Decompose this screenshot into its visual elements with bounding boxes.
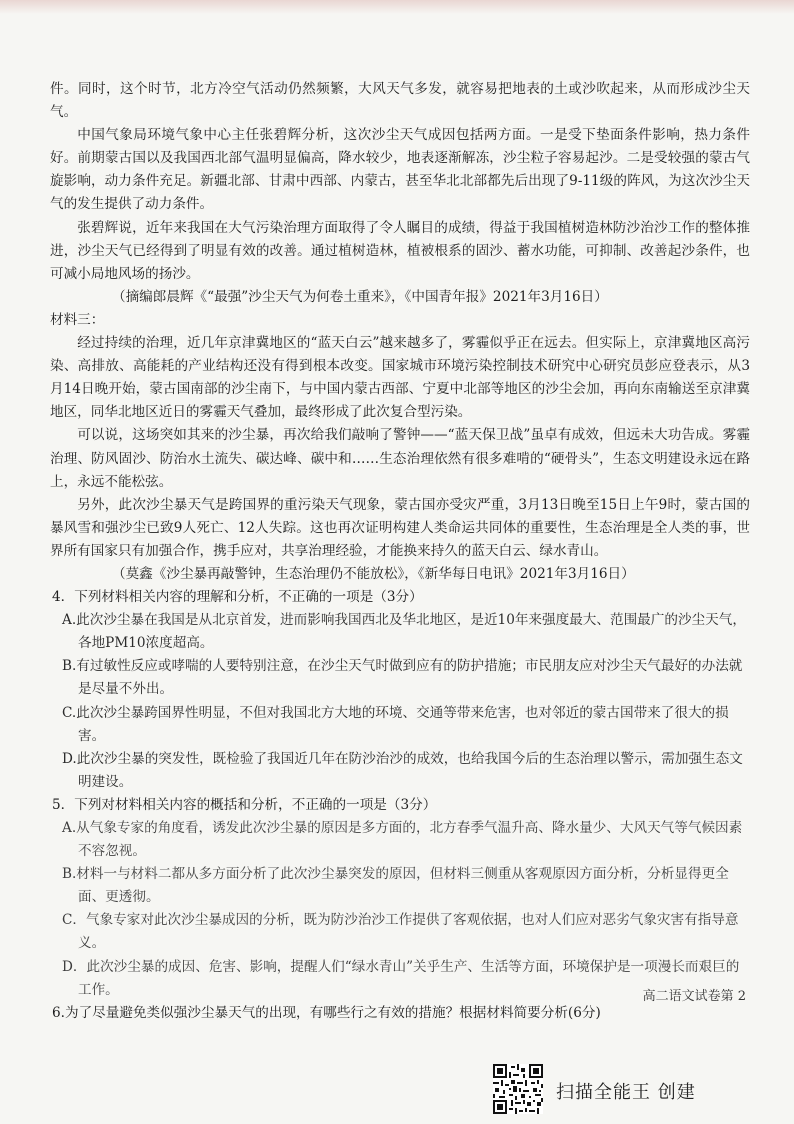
question-5-option-d: D．此次沙尘暴的成因、危害、影响，提醒人们“绿水青山”关乎生产、生活等方面，环境保护是一项漫长而艰巨的工作。 [62, 958, 740, 998]
question-4-option-b: B.有过敏性反应或哮喘的人要特别注意，在沙尘天气时做到应有的防护措施；市民朋友应对沙尘天气最好的办法就是尽量不外出。 [62, 658, 743, 698]
qr-code-icon [493, 1064, 543, 1114]
material-two-para-2: 中国气象局环境气象中心主任张碧辉分析，这次沙尘天气成因包括两方面。一是受下垫面条件影响，热力条件好。前期蒙古国以及我国西北部气温明显偏高，降水较少，地表逐渐解冻，沙尘粒子容易起沙。二是受较强的蒙古气旋影响，动力条件充足。新疆北部、甘肃中西部、内蒙古，甚至华北北部都先后出现了9-11级的阵风，为这次沙尘天气的发生提供了动力条件。 [50, 127, 750, 213]
question-5-stem: 5．下列对材料相关内容的概括和分析，不正确的一项是（3分） [52, 796, 437, 813]
scan-edge [0, 0, 794, 14]
question-6-stem: 6.为了尽量避免类似强沙尘暴天气的出现，有哪些行之有效的措施？根据材料简要分析(6分) [52, 1004, 601, 1021]
material-three-para-3: 另外，此次沙尘暴天气是跨国界的重污染天气现象，蒙古国亦受灾严重，3月13日晚至15日上午9时，蒙古国的暴风雪和强沙尘已致9人死亡、12人失踪。这也再次证明构建人类命运共同体的重要性，生态治理是全人类的事，世界所有国家只有加强合作，携手应对，共享治理经验，才能换来持久的蓝天白云、绿水青山。 [50, 496, 750, 559]
material-three-para-1: 经过持续的治理，近几年京津冀地区的“蓝天白云”越来越多了，雾霾似乎正在远去。但实际上，京津冀地区高污染、高排放、高能耗的产业结构还没有得到根本改变。国家城市环境污染控制技术研究中心研究员彭应登表示，从3月14日晚开始，蒙古国南部的沙尘南下，与中国内蒙古西部、宁夏中北部等地区的沙尘会加，再向东南输送至京津冀地区，同华北地区近日的雾霾天气叠加，最终形成了此次复合型污染。 [50, 335, 750, 421]
material-three-citation: （莫鑫《沙尘暴再敲警钟，生态治理仍不能放松》，《新华每日电讯》2021年3月16日） [112, 565, 635, 582]
material-three-para-2: 可以说，这场突如其来的沙尘暴，再次给我们敲响了警钟——“蓝天保卫战”虽卓有成效，但远未大功告成。雾霾治理、防风固沙、防治水土流失、碳达峰、碳中和……生态治理依然有很多难啃的“硬骨头”，生态文明建设永远在路上，永远不能松弦。 [50, 427, 750, 490]
question-4-option-c: C.此次沙尘暴跨国界性明显，不但对我国北方大地的环境、交通等带来危害，也对邻近的蒙古国带来了很大的损害。 [62, 704, 729, 744]
question-5-option-b: B.材料一与材料二都从多方面分析了此次沙尘暴突发的原因，但材料三侧重从客观原因方面分析，分析显得更全面、更透彻。 [62, 866, 729, 906]
material-two-citation: （摘编郎晨辉《“最强”沙尘天气为何卷土重来》，《中国青年报》2021年3月16日） [112, 288, 608, 305]
scanner-watermark-text: 扫描全能王 创建 [556, 1082, 696, 1103]
material-three-label: 材料三： [50, 311, 105, 328]
question-5-option-c: C．气象专家对此次沙尘暴成因的分析，既为防沙治沙工作提供了客观依据，也对人们应对恶劣气象灾害有指导意义。 [62, 912, 739, 952]
question-4-stem: 4．下列材料相关内容的理解和分析，不正确的一项是（3分） [52, 589, 423, 606]
page-number: 高二语文试卷第 2 [642, 989, 746, 1004]
page-content [50, 78, 750, 1025]
material-two-para-1: 件。同时，这个时节，北方冷空气活动仍然频繁，大风天气多发，就容易把地表的土或沙吹起来，从而形成沙尘天气。 [50, 81, 750, 121]
question-4-option-d: D.此次沙尘暴的突发性，既检验了我国近几年在防沙治沙的成效，也给我国今后的生态治理以警示，需加强生态文明建设。 [62, 750, 743, 790]
question-4-option-a: A.此次沙尘暴在我国是从北京首发，进而影响我国西北及华北地区，是近10年来强度最大、范围最广的沙尘天气，各地PM10浓度超高。 [62, 612, 746, 652]
question-5-option-a: A.从气象专家的角度看，诱发此次沙尘暴的原因是多方面的，北方春季气温升高、降水量少、大风天气等气候因素不容忽视。 [62, 820, 743, 860]
material-two-para-3: 张碧辉说，近年来我国在大气污染治理方面取得了令人瞩目的成绩，得益于我国植树造林防沙治沙工作的整体推进，沙尘天气已经得到了明显有效的改善。通过植树造林，植被根系的固沙、蓄水功能，可抑制、改善起沙条件，也可减小局地风场的扬沙。 [50, 219, 750, 282]
